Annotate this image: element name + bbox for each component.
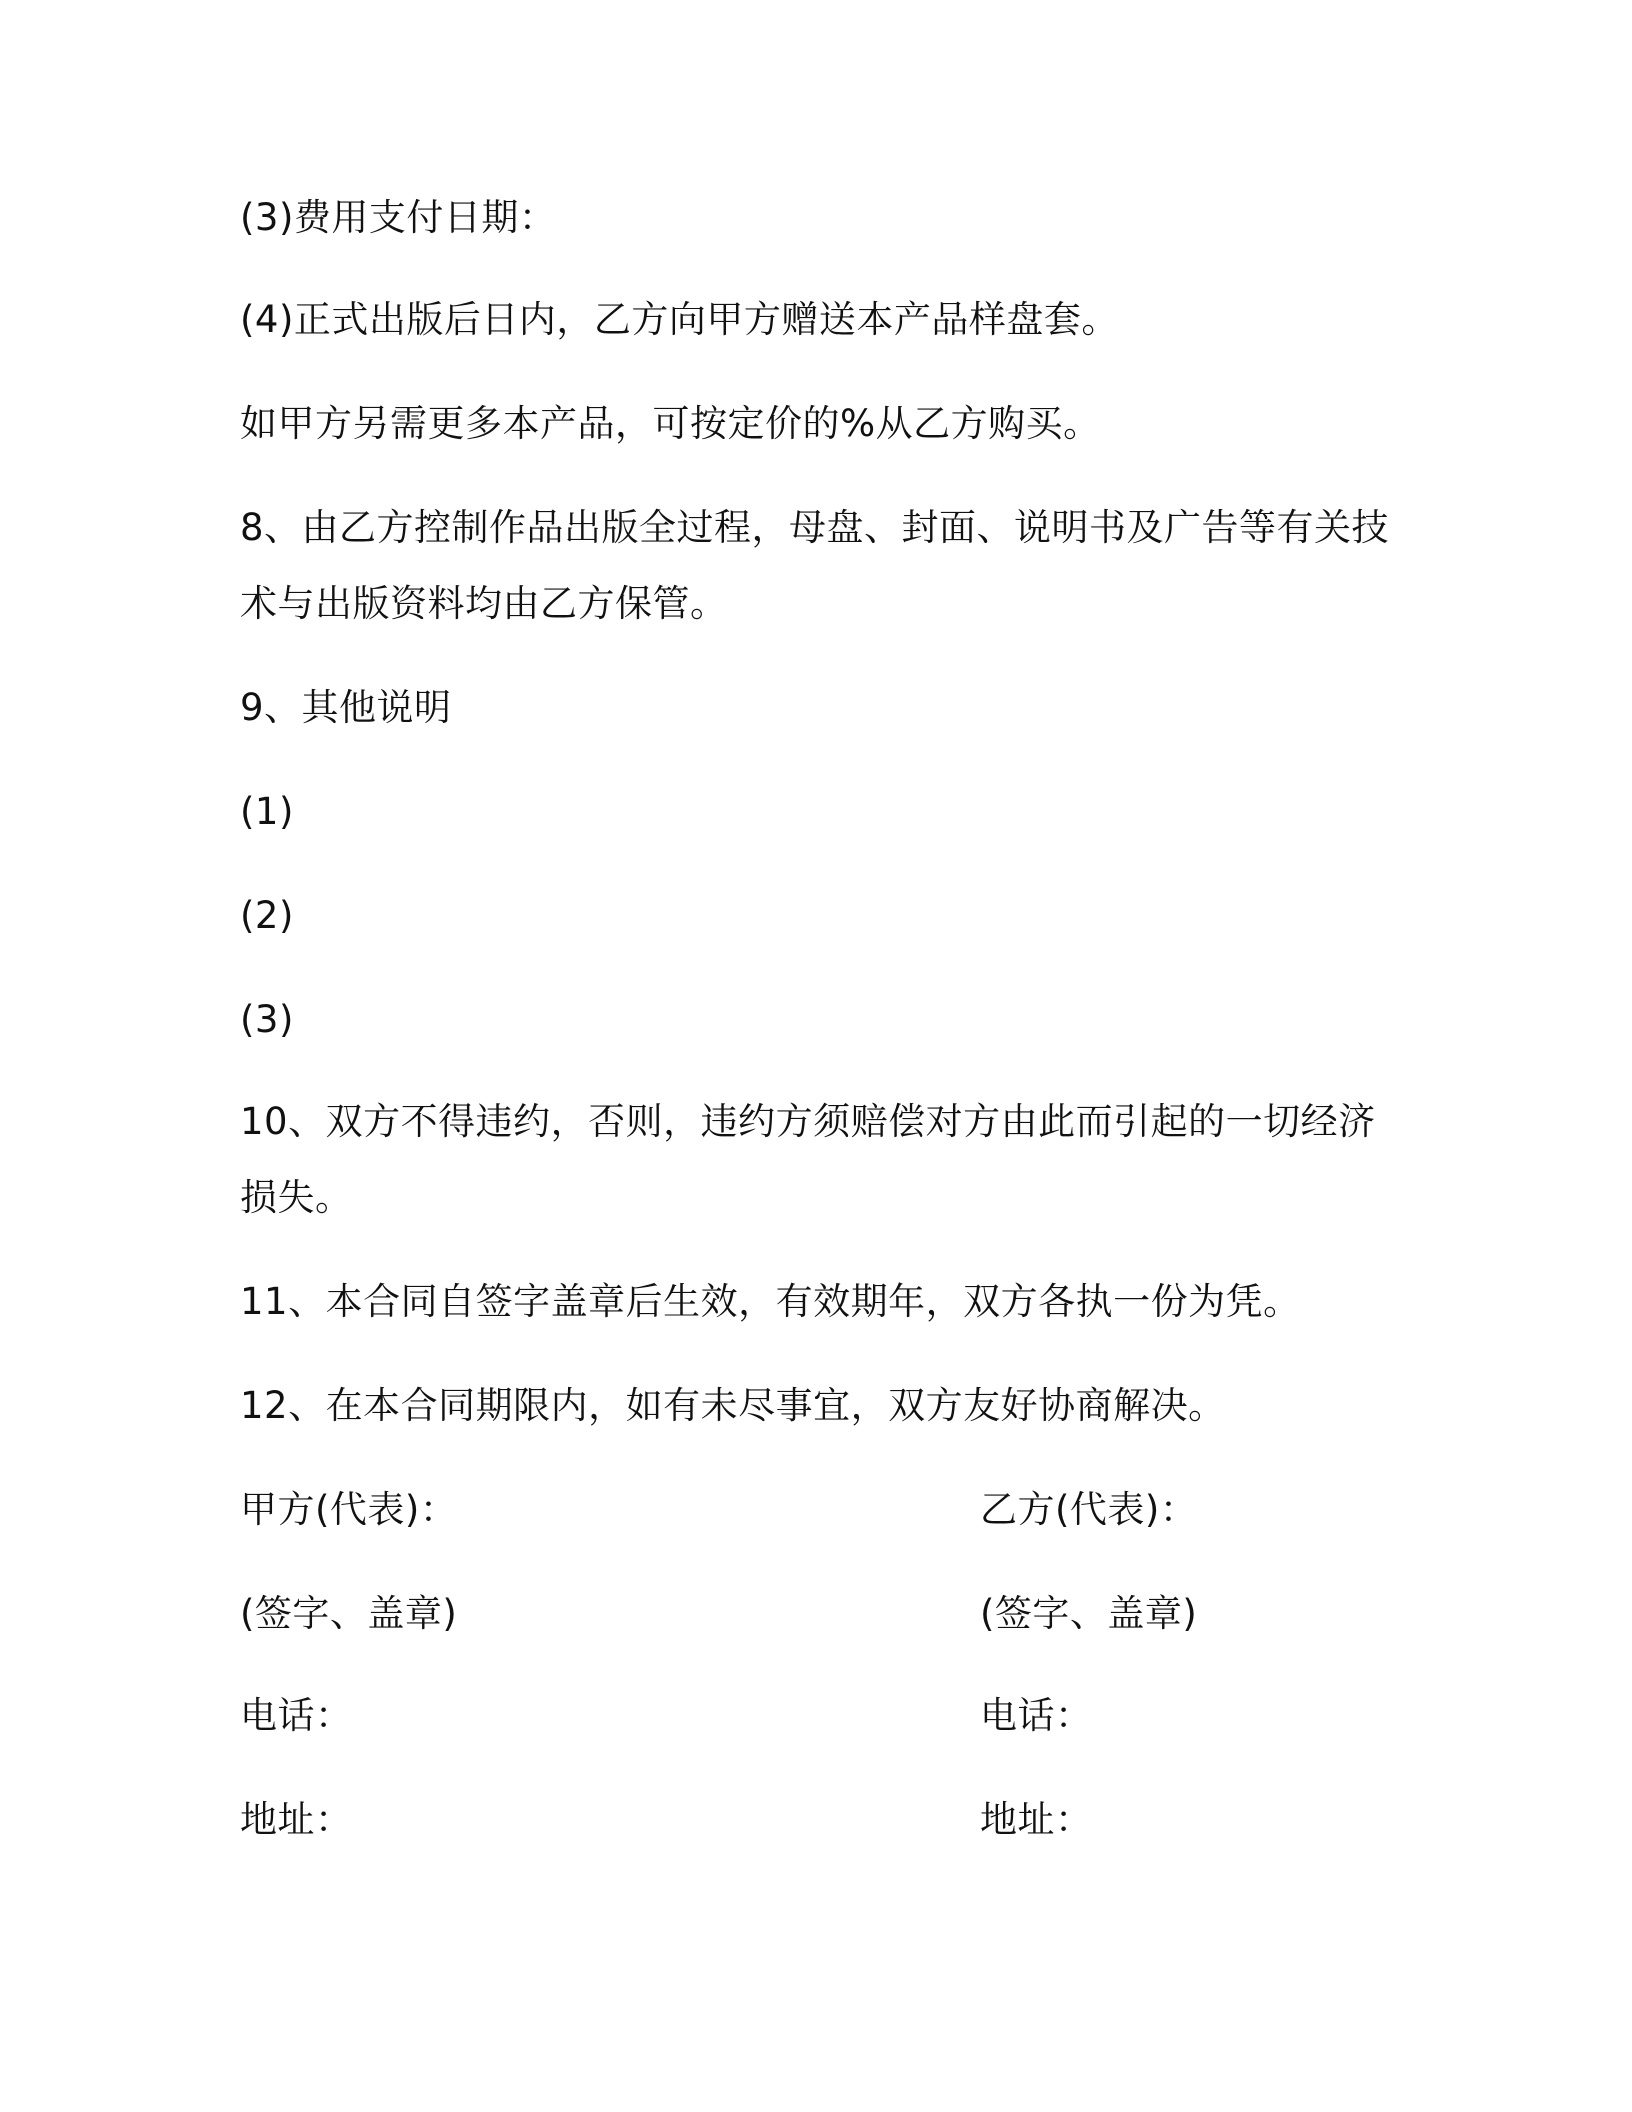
fee-payment-date-line: (3)费用支付日期： [240, 196, 557, 239]
clause-9-item-1: (1) [240, 790, 294, 833]
clause-9-item-2: (2) [240, 894, 294, 937]
clause-8-line-2: 术与出版资料均由乙方保管。 [240, 582, 728, 625]
clause-12-line: 12、在本合同期限内，如有未尽事宜，双方友好协商解决。 [240, 1384, 1226, 1427]
party-b-representative: 乙方(代表)： [980, 1488, 1198, 1531]
clause-9-item-3: (3) [240, 998, 294, 1041]
clause-10-line-1: 10、双方不得违约，否则，违约方须赔偿对方由此而引起的一切经济 [240, 1100, 1376, 1143]
party-a-phone: 电话： [240, 1694, 353, 1737]
clause-8-line-1: 8、由乙方控制作品出版全过程，母盘、封面、说明书及广告等有关技 [240, 506, 1390, 549]
party-b-address: 地址： [980, 1798, 1093, 1841]
party-b-signature: (签字、盖章) [980, 1592, 1198, 1635]
clause-10-line-2: 损失。 [240, 1176, 353, 1219]
sample-gift-line: (4)正式出版后日内，乙方向甲方赠送本产品样盘套。 [240, 298, 1119, 341]
party-b-phone: 电话： [980, 1694, 1093, 1737]
clause-9-heading: 9、其他说明 [240, 686, 452, 729]
party-a-representative: 甲方(代表)： [240, 1488, 458, 1531]
party-a-address: 地址： [240, 1798, 353, 1841]
party-a-signature: (签字、盖章) [240, 1592, 458, 1635]
clause-11-line: 11、本合同自签字盖章后生效，有效期年，双方各执一份为凭。 [240, 1280, 1301, 1323]
extra-purchase-line: 如甲方另需更多本产品，可按定价的%从乙方购买。 [240, 402, 1101, 445]
